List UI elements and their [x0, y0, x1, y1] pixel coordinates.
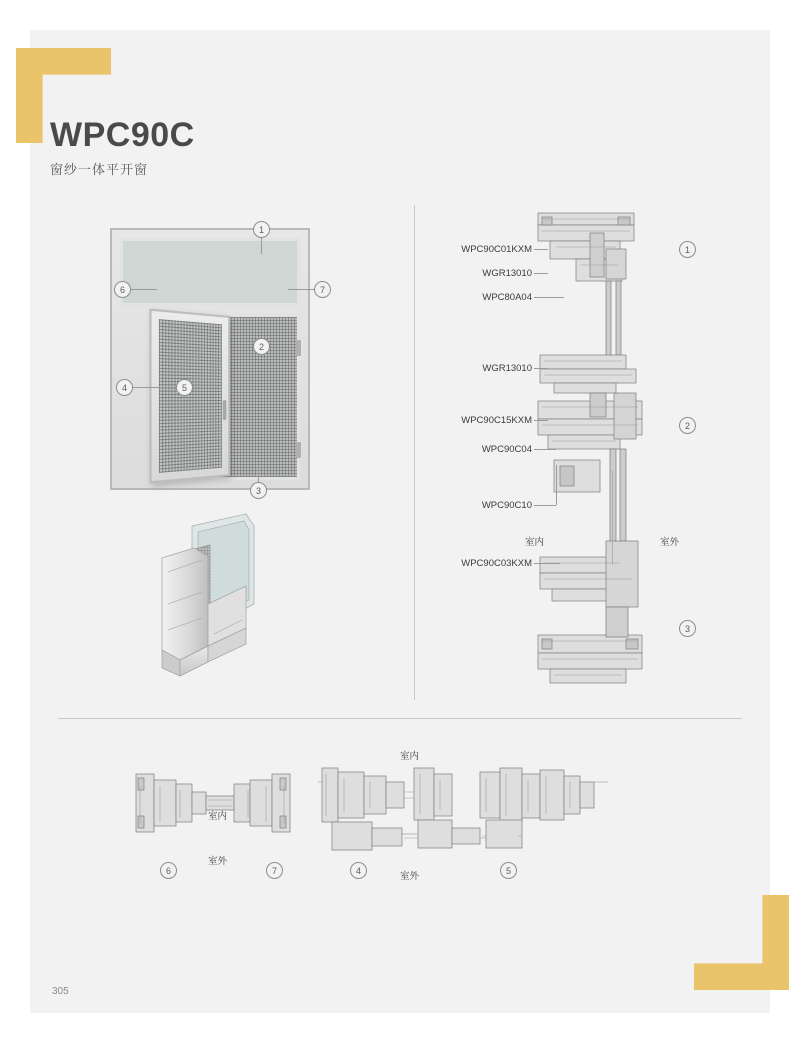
leader-line: [534, 249, 548, 250]
leader-line: [612, 470, 613, 565]
callout-6-bottom: 6: [160, 862, 177, 879]
zone-label-indoor: 室内: [525, 537, 545, 548]
vertical-divider: [414, 205, 415, 700]
horizontal-section-drawing-right: [318, 762, 608, 858]
callout-7: 7: [314, 281, 331, 298]
page-subtitle: 窗纱一体平开窗: [50, 162, 149, 177]
leader-line: [534, 273, 548, 274]
leader-line: [556, 465, 557, 505]
zone-label-outdoor: 室外: [208, 856, 228, 867]
callout-2: 2: [253, 338, 270, 355]
page-title: WPC90C: [50, 116, 195, 154]
zone-label-outdoor: 室外: [400, 871, 420, 882]
leader-line: [534, 505, 556, 506]
callout-section-3: 3: [679, 620, 696, 637]
window-handle-icon: [223, 400, 227, 420]
callout-1: 1: [253, 221, 270, 238]
horizontal-section-drawing-left: [130, 766, 310, 846]
leader-line: [534, 563, 560, 564]
window-illustration: [110, 228, 315, 496]
profile-3d-render: [150, 508, 290, 688]
callout-6: 6: [114, 281, 131, 298]
leader-line: [288, 289, 314, 290]
part-code-label: WPC90C04: [481, 444, 532, 455]
callout-5-bottom: 5: [500, 862, 517, 879]
zone-label-indoor: 室内: [208, 811, 228, 822]
page-number: 305: [52, 986, 69, 997]
window-fixed-upper-pane: [120, 238, 300, 306]
leader-line: [534, 297, 564, 298]
part-code-label: WPC90C15KXM: [461, 415, 532, 426]
leader-line: [131, 289, 157, 290]
page-title-block: [50, 118, 195, 178]
leader-line: [534, 449, 556, 450]
callout-7-bottom: 7: [266, 862, 283, 879]
zone-label-indoor: 室内: [400, 751, 420, 762]
window-open-sash: [149, 309, 230, 484]
hinge-icon: [296, 340, 301, 356]
callout-5: 5: [176, 379, 193, 396]
leader-line: [258, 466, 259, 482]
part-code-label: WPC90C03KXM: [461, 558, 532, 569]
leader-line: [133, 387, 165, 388]
part-code-label: WGR13010: [482, 268, 532, 279]
leader-line: [534, 420, 548, 421]
window-sash-mesh: [159, 319, 222, 473]
part-code-label: WPC90C10: [481, 500, 532, 511]
part-code-label: WPC90C01KXM: [461, 244, 532, 255]
hinge-icon: [296, 442, 301, 458]
callout-section-2: 2: [679, 417, 696, 434]
part-code-label: WPC80A04: [482, 292, 532, 303]
horizontal-divider: [58, 718, 742, 719]
leader-line: [534, 368, 548, 369]
leader-line: [261, 238, 262, 254]
part-code-label: WGR13010: [482, 363, 532, 374]
callout-4: 4: [116, 379, 133, 396]
callout-4-bottom: 4: [350, 862, 367, 879]
callout-3: 3: [250, 482, 267, 499]
zone-label-outdoor: 室外: [660, 537, 680, 548]
callout-section-1: 1: [679, 241, 696, 258]
